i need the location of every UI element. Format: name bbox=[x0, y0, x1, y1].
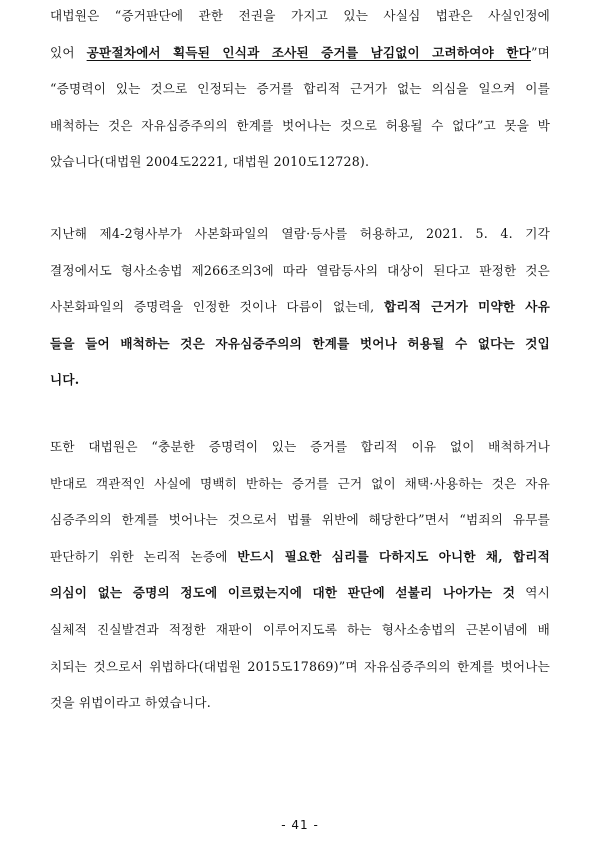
text-line bbox=[50, 43, 550, 63]
text-segment: 결정에서도 형사소송법 제266조의3에 따라 열람등사의 대상이 된다고 판정한 것은 bbox=[50, 262, 550, 278]
text-line bbox=[50, 370, 550, 390]
emphasized-text: 공판절차에서 획득된 인식과 조사된 증거를 남김없이 고려하여야 한다 bbox=[86, 44, 531, 60]
text-segment: 심증주의의 한계를 벗어나는 것으로서 법률 위반에 해당한다”면서 “범죄의 유무를 bbox=[50, 512, 550, 528]
text-line bbox=[50, 334, 550, 354]
text-line bbox=[50, 6, 550, 26]
emphasized-text: 반드시 필요한 심리를 다하지도 아니한 채, 합리적 bbox=[237, 548, 550, 564]
emphasized-text: 들을 들어 배척하는 것은 자유심증주의의 한계를 벗어나 허용될 수 없다는 것입 bbox=[50, 335, 550, 351]
text-line bbox=[50, 657, 550, 677]
text-segment: 실체적 진실발견과 적정한 재판이 이루어지도록 하는 형사소송법의 근본이념에 배 bbox=[50, 622, 550, 637]
text-line bbox=[50, 693, 550, 713]
text-line bbox=[50, 474, 550, 494]
text-line bbox=[50, 510, 550, 530]
text-line bbox=[50, 297, 550, 317]
text-segment: 반대로 객관적인 사실에 명백히 반하는 증거를 근거 없이 채택·사용하는 것은 자유 bbox=[50, 475, 550, 491]
text-line bbox=[50, 79, 550, 99]
text-segment: 았습니다(대법원 2004도2221, 대법원 2010도12728). bbox=[50, 154, 370, 170]
text-segment: “증명력이 있는 것으로 인정되는 증거를 합리적 근거가 없는 의심을 일으켜 이를 bbox=[50, 81, 550, 97]
text-segment: 대법원은 “증거판단에 관한 전권을 가지고 있는 사실심 법관은 사실인정에 bbox=[50, 8, 550, 23]
text-segment: 판단하기 위한 논리적 논증에 bbox=[50, 548, 238, 564]
text-segment: 것을 위법이라고 하였습니다. bbox=[50, 695, 211, 711]
text-line bbox=[50, 620, 550, 640]
text-line bbox=[50, 547, 550, 567]
text-segment: 치되는 것으로서 위법하다(대법원 2015도17869)”며 자유심증주의의 한계를 벗어나는 bbox=[50, 658, 550, 674]
text-segment: 역시 bbox=[515, 585, 551, 601]
page-number: - 41 - bbox=[281, 818, 319, 832]
text-line bbox=[50, 261, 550, 281]
text-segment: 사본화파일의 증명력을 인정한 것이나 다름이 없는데, bbox=[50, 299, 384, 315]
text-line bbox=[50, 583, 550, 603]
text-line bbox=[50, 116, 550, 136]
text-line bbox=[50, 224, 550, 244]
emphasized-text: 합리적 근거가 미약한 사유 bbox=[383, 299, 550, 315]
text-line bbox=[50, 152, 550, 172]
text-segment: 있어 bbox=[50, 44, 87, 60]
text-line bbox=[50, 437, 550, 457]
text-segment: 지난해 제4-2형사부가 사본화파일의 열람·등사를 허용하고, 2021. 5. 4. 기각 bbox=[50, 226, 550, 241]
emphasized-text: 의심이 없는 증명의 정도에 이르렀는지에 대한 판단에 섣불리 나아가는 것 bbox=[50, 585, 516, 601]
text-segment: ”며 bbox=[530, 44, 550, 60]
emphasized-text: 니다. bbox=[50, 372, 80, 388]
text-segment: 배척하는 것은 자유심증주의의 한계를 벗어나는 것으로 허용될 수 없다”고 못을 박 bbox=[50, 117, 550, 133]
text-segment: 또한 대법원은 “충분한 증명력이 있는 증거를 합리적 이유 없이 배척하거나 bbox=[50, 439, 550, 454]
